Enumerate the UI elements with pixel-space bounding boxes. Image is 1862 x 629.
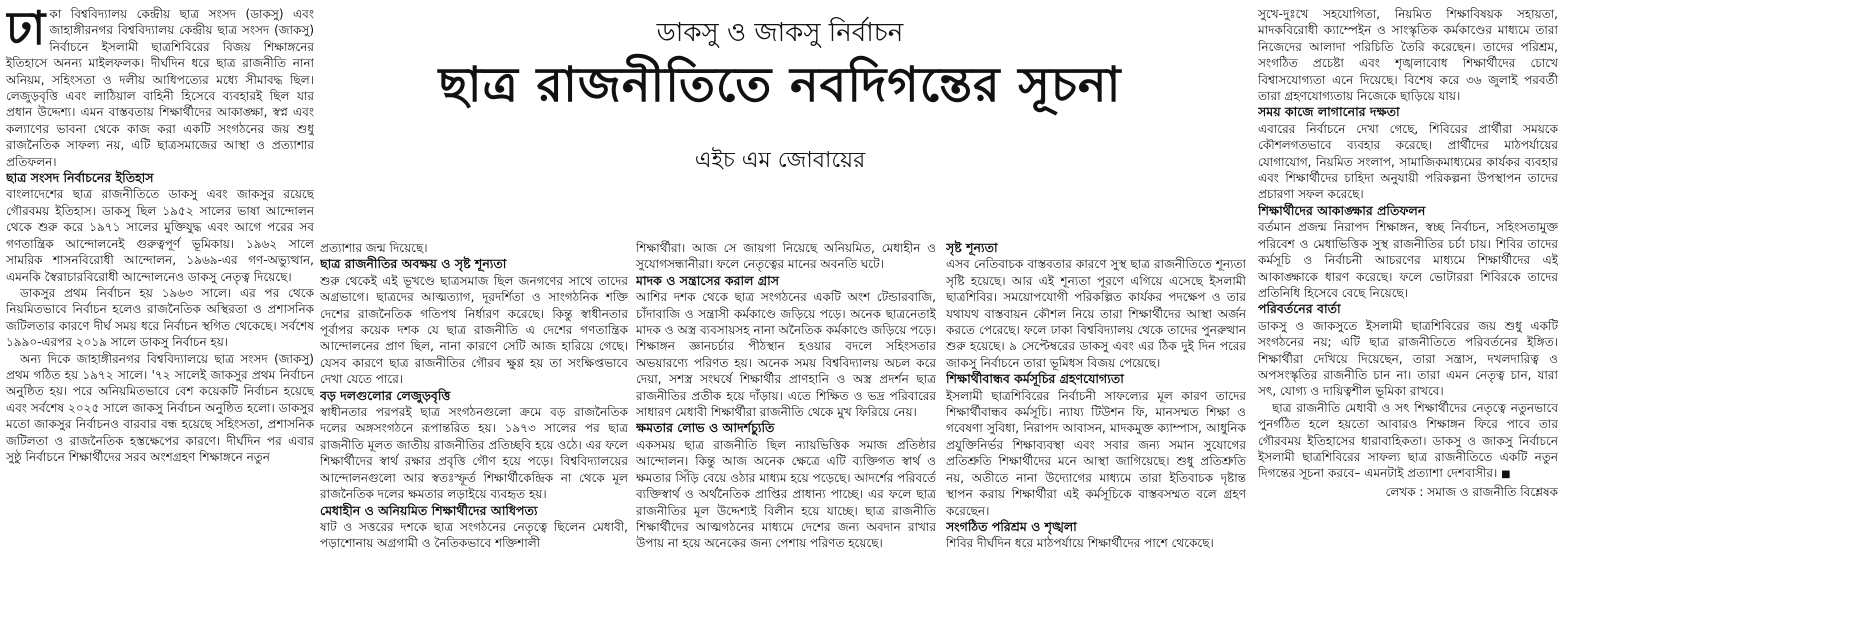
paragraph: সুখে-দুঃখে সহযোগিতা, নিয়মিত শিক্ষাবিষয়ক সহায়তা, মাদকবিরোধী ক্যাম্পেইন ও সাংস্কৃতিক কর্মকাণ্ডের মাধ্যমে তারা নিজেদের আলাদা পরিচিতি তৈরি করেছেন। তাদের পরিশ্রম, সংগঠিত প্রচেষ্টা এবং শৃঙ্খলাবোধ শিক্ষার্থীদের চোখে বিশ্বাসযোগ্যতা এনে দিয়েছে। বিশেষ করে ৩৬ জুলাই পরবর্তী তারা গ্রহণযোগ্যতায় নিজেকে ছাড়িয়ে যায়। xyxy=(1258,7,1558,104)
paragraph: ডাকসুর প্রথম নির্বাচন হয় ১৯৬৩ সালে। এর পর থেকে নিয়মিতভাবে নির্বাচন হলেও রাজনৈতিক অস্থিরতা ও প্রশাসনিক জটিলতার কারণে দীর্ঘ সময় ধরে নির্বাচন স্থগিত থেকেছে। সর্বশেষ ১৯৯০-এরপর ২০১৯ সালে ডাকসু নির্বাচন হয়। xyxy=(6,285,314,350)
column-4 xyxy=(946,240,1246,625)
paragraph: আশির দশক থেকে ছাত্র সংগঠনের একটি অংশ টেন্ডারবাজি, চাঁদাবাজি ও সন্ত্রাসী কর্মকাণ্ডে জড়িয়ে পড়ে। অনেক ছাত্রনেতাই মাদক ও অস্ত্র ব্যবসায়সহ নানা অনৈতিক কর্মকাণ্ডে জড়িয়ে পড়ে। শিক্ষাঙ্গন জ্ঞানচর্চার পীঠস্থান হওয়ার বদলে সহিংসতার অভয়ারণ্যে পরিণত হয়। অনেক সময় বিশ্ববিদ্যালয় অচল করে দেয়া, সশস্ত্র সংঘর্ষে শিক্ষার্থীর প্রাণহানি ও অস্ত্র প্রদর্শন ছাত্র রাজনীতির প্রতীক হয়ে দাঁড়ায়। এতে শিক্ষিত ও ভদ্র পরিবারের সাধারণ মেধাবী শিক্ষার্থীরা রাজনীতি থেকে মুখ ফিরিয়ে নেয়। xyxy=(636,290,936,420)
subheading: ছাত্র রাজনীতির অবক্ষয় ও সৃষ্ট শূন্যতা xyxy=(320,256,507,272)
byline: এইচ এম জোবায়ের xyxy=(694,148,866,173)
paragraph: ডাকসু ও জাকসুতে ইসলামী ছাত্রশিবিরের জয় শুধু একটি সংগঠনের নয়; এটি ছাত্র রাজনীতিতে পরিবর্তনের ইঙ্গিত। শিক্ষার্থীরা দেখিয়ে দিয়েছেন, তারা সন্ত্রাস, দখলদারিত্ব ও অপসংস্কৃতির রাজনীতি চান না। তারা এমন নেতৃত্ব চান, যারা সৎ, যোগ্য ও দায়িত্বশীল ভূমিকা রাখবে। xyxy=(1258,318,1558,399)
subheading: বড় দলগুলোর লেজুড়বৃত্তি xyxy=(320,387,451,403)
paragraph: শুরু থেকেই এই ভূখণ্ডে ছাত্রসমাজ ছিল জনগণের সাথে তাদের অগ্রভাগে। ছাত্রদের আত্মত্যাগ, দূরদর্শিতা ও সাংগঠনিক শক্তি দেশের রাজনৈতিক গতিপথ নির্ধারণ করেছে। কিন্তু স্বাধীনতার পূর্বাপর কয়েক দশক যে ছাত্র রাজনীতি এ দেশের গণতান্ত্রিক আন্দোলনের প্রাণ ছিল, নানা কারণে সেটি আজ হারিয়ে গেছে। যেসব কারণে ছাত্র রাজনীতির গৌরব ক্ষুণ্ণ হয় তা সংক্ষিপ্তভাবে দেখা যেতে পারে। xyxy=(320,273,628,387)
subheading: শিক্ষার্থীবান্ধব কর্মসূচির গ্রহণযোগ্যতা xyxy=(946,371,1124,387)
kicker: ডাকসু ও জাকসু নির্বাচন xyxy=(656,18,904,48)
article-header xyxy=(330,6,1230,176)
subheading: সংগঠিত পরিশ্রম ও শৃঙ্খলা xyxy=(946,518,1077,534)
headline: ছাত্র রাজনীতিতে নবদিগন্তের সূচনা xyxy=(438,57,1122,113)
paragraph: ইসলামী ছাত্রশিবিরের নির্বাচনী সাফল্যের মূল কারণ তাদের শিক্ষার্থীবান্ধব কর্মসূচি। ন্যায্য টিউশন ফি, মানসম্মত শিক্ষা ও গবেষণা সুবিধা, নিরাপদ আবাসন, মাদকমুক্ত ক্যাম্পাস, আধুনিক প্রযুক্তিনির্ভর শিক্ষাব্যবস্থা এবং সবার জন্য সমান সুযোগের প্রতিশ্রুতি শিক্ষার্থীদের মনে আস্থা জাগিয়েছে। শুধু প্রতিশ্রুতি নয়, অতীতে নানা উদ্যোগের মাধ্যমে তারা ইতিবাচক দৃষ্টান্ত স্থাপন করায় শিক্ষার্থীরা এই কর্মসূচিকে বাস্তবসম্মত বলে গ্রহণ করেছেন। xyxy=(946,388,1246,518)
paragraph: শিবির দীর্ঘদিন ধরে মাঠপর্যায়ে শিক্ষার্থীদের পাশে থেকেছে। xyxy=(946,536,1214,551)
paragraph: এসব নেতিবাচক বাস্তবতার কারণে সুস্থ ছাত্র রাজনীতিতে শূন্যতা সৃষ্টি হয়েছে। আর এই শূন্যতা পূরণে এগিয়ে এসেছে ইসলামী ছাত্রশিবির। সময়োপযোগী পরিকল্পিত কার্যকর পদক্ষেপ ও তার যথাযথ বাস্তবায়ন কৌশল নিয়ে তারা শিক্ষার্থীদের আস্থা অর্জন করতে পেরেছে। ফলে ঢাকা বিশ্ববিদ্যালয় থেকে তাদের পুনরুত্থান শুরু হয়েছে। ৯ সেপ্টেম্বরের ডাকসু এবং এর ঠিক দুই দিন পরের জাকসু নির্বাচনে তারা ভূমিধস বিজয় পেয়েছে। xyxy=(946,257,1246,370)
closing-paragraph: ছাত্র রাজনীতি মেধাবী ও সৎ শিক্ষার্থীদের নেতৃত্বে নতুনভাবে পুনর্গঠিত হলে হয়তো আবারও শিক্ষাঙ্গন ফিরে পাবে তার গৌরবময় ইতিহাসের ধারাবাহিকতা। ডাকসু ও জাকসু নির্বাচনে ইসলামী ছাত্রশিবিরের সাফল্য ছাত্র রাজনীতিতে একটি নতুন দিগন্তের সূচনা করবে– এমনটাই প্রত্যাশা দেশবাসীর। ■ xyxy=(1258,400,1558,481)
paragraph: শিক্ষার্থীরা। আজ সে জায়গা নিয়েছে অনিয়মিত, মেধাহীন ও সুযোগসন্ধানীরা। ফলে নেতৃত্বের মানের অবনতি ঘটে। xyxy=(636,241,936,272)
column-1 xyxy=(6,6,314,626)
drop-cap: ঢা xyxy=(6,6,46,55)
subheading: ছাত্র সংসদ নির্বাচনের ইতিহাস xyxy=(6,170,154,186)
subheading: মাদক ও সন্ত্রাসের করাল গ্রাস xyxy=(636,272,780,288)
paragraph: একসময় ছাত্র রাজনীতি ছিল ন্যায়ভিত্তিক সমাজ প্রতিষ্ঠার আন্দোলন। কিন্তু আজ অনেক ক্ষেত্রে এটি ব্যক্তিগত স্বার্থ ও ক্ষমতার সিঁড়ি বেয়ে ওঠার মাধ্যম হয়ে পড়েছে। আদর্শের পরিবর্তে ব্যক্তিস্বার্থ ও অর্থনৈতিক প্রাপ্তির প্রাধান্য পাচ্ছে। এর ফলে ছাত্র রাজনীতির মূল উদ্দেশ্যই বিলীন হয়ে যাচ্ছে। ছাত্র রাজনীতি শিক্ষার্থীদের আত্মগঠনের মাধ্যমে দেশের জন্য অবদান রাখার উপায় না হয়ে অনেকের জন্য পেশায় পরিণত হয়েছে। xyxy=(636,437,936,551)
lead-paragraph: ঢাকা বিশ্ববিদ্যালয় কেন্দ্রীয় ছাত্র সংসদ (ডাকসু) এবং জাহাঙ্গীরনগর বিশ্ববিদ্যালয় কেন্দ্রীয় ছাত্র সংসদ (জাকসু) নির্বাচনে ইসলামী ছাত্রশিবিরের বিজয় শিক্ষাঙ্গনের ইতিহাসে অনন্য মাইলফলক। দীর্ঘদিন ধরে ছাত্র রাজনীতি নানা অনিয়ম, সহিংসতা ও দলীয় আধিপত্যের মধ্যে সীমাবদ্ধ ছিল। লেজুড়বৃত্তি এবং লাঠিয়াল বাহিনী হিসেবে ব্যবহারই ছিল যার প্রধান উদ্দেশ্য। এমন বাস্তবতায় শিক্ষার্থীদের আকাঙ্ক্ষা, স্বপ্ন এবং কল্যাণের ভাবনা থেকে কাজ করা একটি সংগঠনের জয় শুধু রাজনৈতিক সাফল্য নয়, এটি ছাত্রসমাজের আস্থা ও প্রত্যাশার প্রতিফলন। xyxy=(6,6,314,169)
subheading: ক্ষমতার লোভ ও আদর্শচ্যুতি xyxy=(636,420,775,436)
paragraph: স্বাধীনতার পরপরই ছাত্র সংগঠনগুলো ক্রমে বড় রাজনৈতিক দলের অঙ্গসংগঠনে রূপান্তরিত হয়। ১৯৭৩ সালের পর ছাত্র রাজনীতি মূলত জাতীয় রাজনীতির প্রতিচ্ছবি হয়ে ওঠে। এর ফলে শিক্ষার্থীদের স্বার্থ রক্ষার প্রবৃত্তি গৌণ হয়ে পড়ে। বিশ্ববিদ্যালয়ের আন্দোলনগুলো আর স্বতঃস্ফূর্ত শিক্ষার্থীকেন্দ্রিক না থেকে মূল রাজনৈতিক দলের ক্ষমতার লড়াইয়ে ব্যবহৃত হয়। xyxy=(320,405,628,502)
subheading: সৃষ্ট শূন্যতা xyxy=(946,240,998,255)
end-mark-icon: ■ xyxy=(1501,469,1511,481)
paragraph: অন্য দিকে জাহাঙ্গীরনগর বিশ্ববিদ্যালয়ে ছাত্র সংসদ (জাকসু) প্রথম গঠিত হয় ১৯৭২ সালে। '৭২ সালেই জাকসুর প্রথম নির্বাচন অনুষ্ঠিত হয়। পরে অনিয়মিতভাবে বেশ কয়েকটি নির্বাচন হয়েছে এবং সর্বশেষ ২০২৫ সালে জাকসু নির্বাচন অনুষ্ঠিত হলো। ডাকসুর মতো জাকসুর নির্বাচনও বারবার বন্ধ হয়েছে সহিংসতা, প্রশাসনিক জটিলতা ও রাজনৈতিক হস্তক্ষেপের কারণে। দীর্ঘদিন পর এবার সুষ্ঠু নির্বাচনে শিক্ষার্থীদের সরব অংশগ্রহণ শিক্ষাঙ্গনে নতুন xyxy=(6,351,314,464)
subheading: শিক্ষার্থীদের আকাঙ্ক্ষার প্রতিফলন xyxy=(1258,202,1426,218)
paragraph: বাংলাদেশের ছাত্র রাজনীতিতে ডাকসু এবং জাকসুর রয়েছে গৌরবময় ইতিহাস। ডাকসু ছিল ১৯৫২ সালের ভাষা আন্দোলন থেকে শুরু করে ১৯৭১ সালের মুক্তিযুদ্ধ এবং আগে পরের সব গণতান্ত্রিক আন্দোলনেই গুরুত্বপূর্ণ ভূমিকায়। ১৯৬২ সালে সামরিক শাসনবিরোধী আন্দোলন, ১৯৬৯-এর গণ-অভ্যুত্থান, এমনকি স্বৈরাচারবিরোধী আন্দোলনেও ডাকসু নেতৃত্ব দিয়েছে। xyxy=(6,187,314,284)
subheading: পরিবর্তনের বার্তা xyxy=(1258,301,1341,317)
author-note: লেখক : সমাজ ও রাজনীতি বিশ্লেষক xyxy=(1385,484,1558,499)
subheading: সময় কাজে লাগানোর দক্ষতা xyxy=(1258,104,1400,120)
paragraph: প্রত্যাশার জন্ম দিয়েছে। xyxy=(320,241,428,255)
column-2 xyxy=(320,240,628,625)
paragraph: এবারের নির্বাচনে দেখা গেছে, শিবিরের প্রার্থীরা সময়কে কৌশলগতভাবে ব্যবহার করেছে। প্রার্থীদের মাঠপর্যায়ের যোগাযোগ, নিয়মিত সংলাপ, সামাজিকমাধ্যমের কার্যকর ব্যবহার এবং শিক্ষার্থীদের চাহিদা অনুযায়ী পরিকল্পনা উপস্থাপন তাদের প্রচারণা সফল করেছে। xyxy=(1258,121,1558,202)
column-5 xyxy=(1258,6,1558,626)
column-3 xyxy=(636,240,936,625)
subheading: মেধাহীন ও অনিয়মিত শিক্ষার্থীদের আধিপত্য xyxy=(320,502,538,518)
paragraph: ষাট ও সত্তরের দশকে ছাত্র সংগঠনের নেতৃত্বে ছিলেন মেধাবী, পড়াশোনায় অগ্রগামী ও নৈতিকভাবে শক্তিশালী xyxy=(320,519,628,551)
paragraph: বর্তমান প্রজন্ম নিরাপদ শিক্ষাঙ্গন, স্বচ্ছ নির্বাচন, সহিংসতামুক্ত পরিবেশ ও মেধাভিত্তিক সুস্থ রাজনীতির চর্চা চায়। শিবির তাদের কর্মসূচি ও নির্বাচনী আচরণের মাধ্যমে শিক্ষার্থীদের এই আকাঙ্ক্ষাকে ধারণ করেছে। ফলে ভোটাররা শিবিরকে তাদের প্রতিনিধি হিসেবে বেছে নিয়েছে। xyxy=(1258,220,1558,300)
